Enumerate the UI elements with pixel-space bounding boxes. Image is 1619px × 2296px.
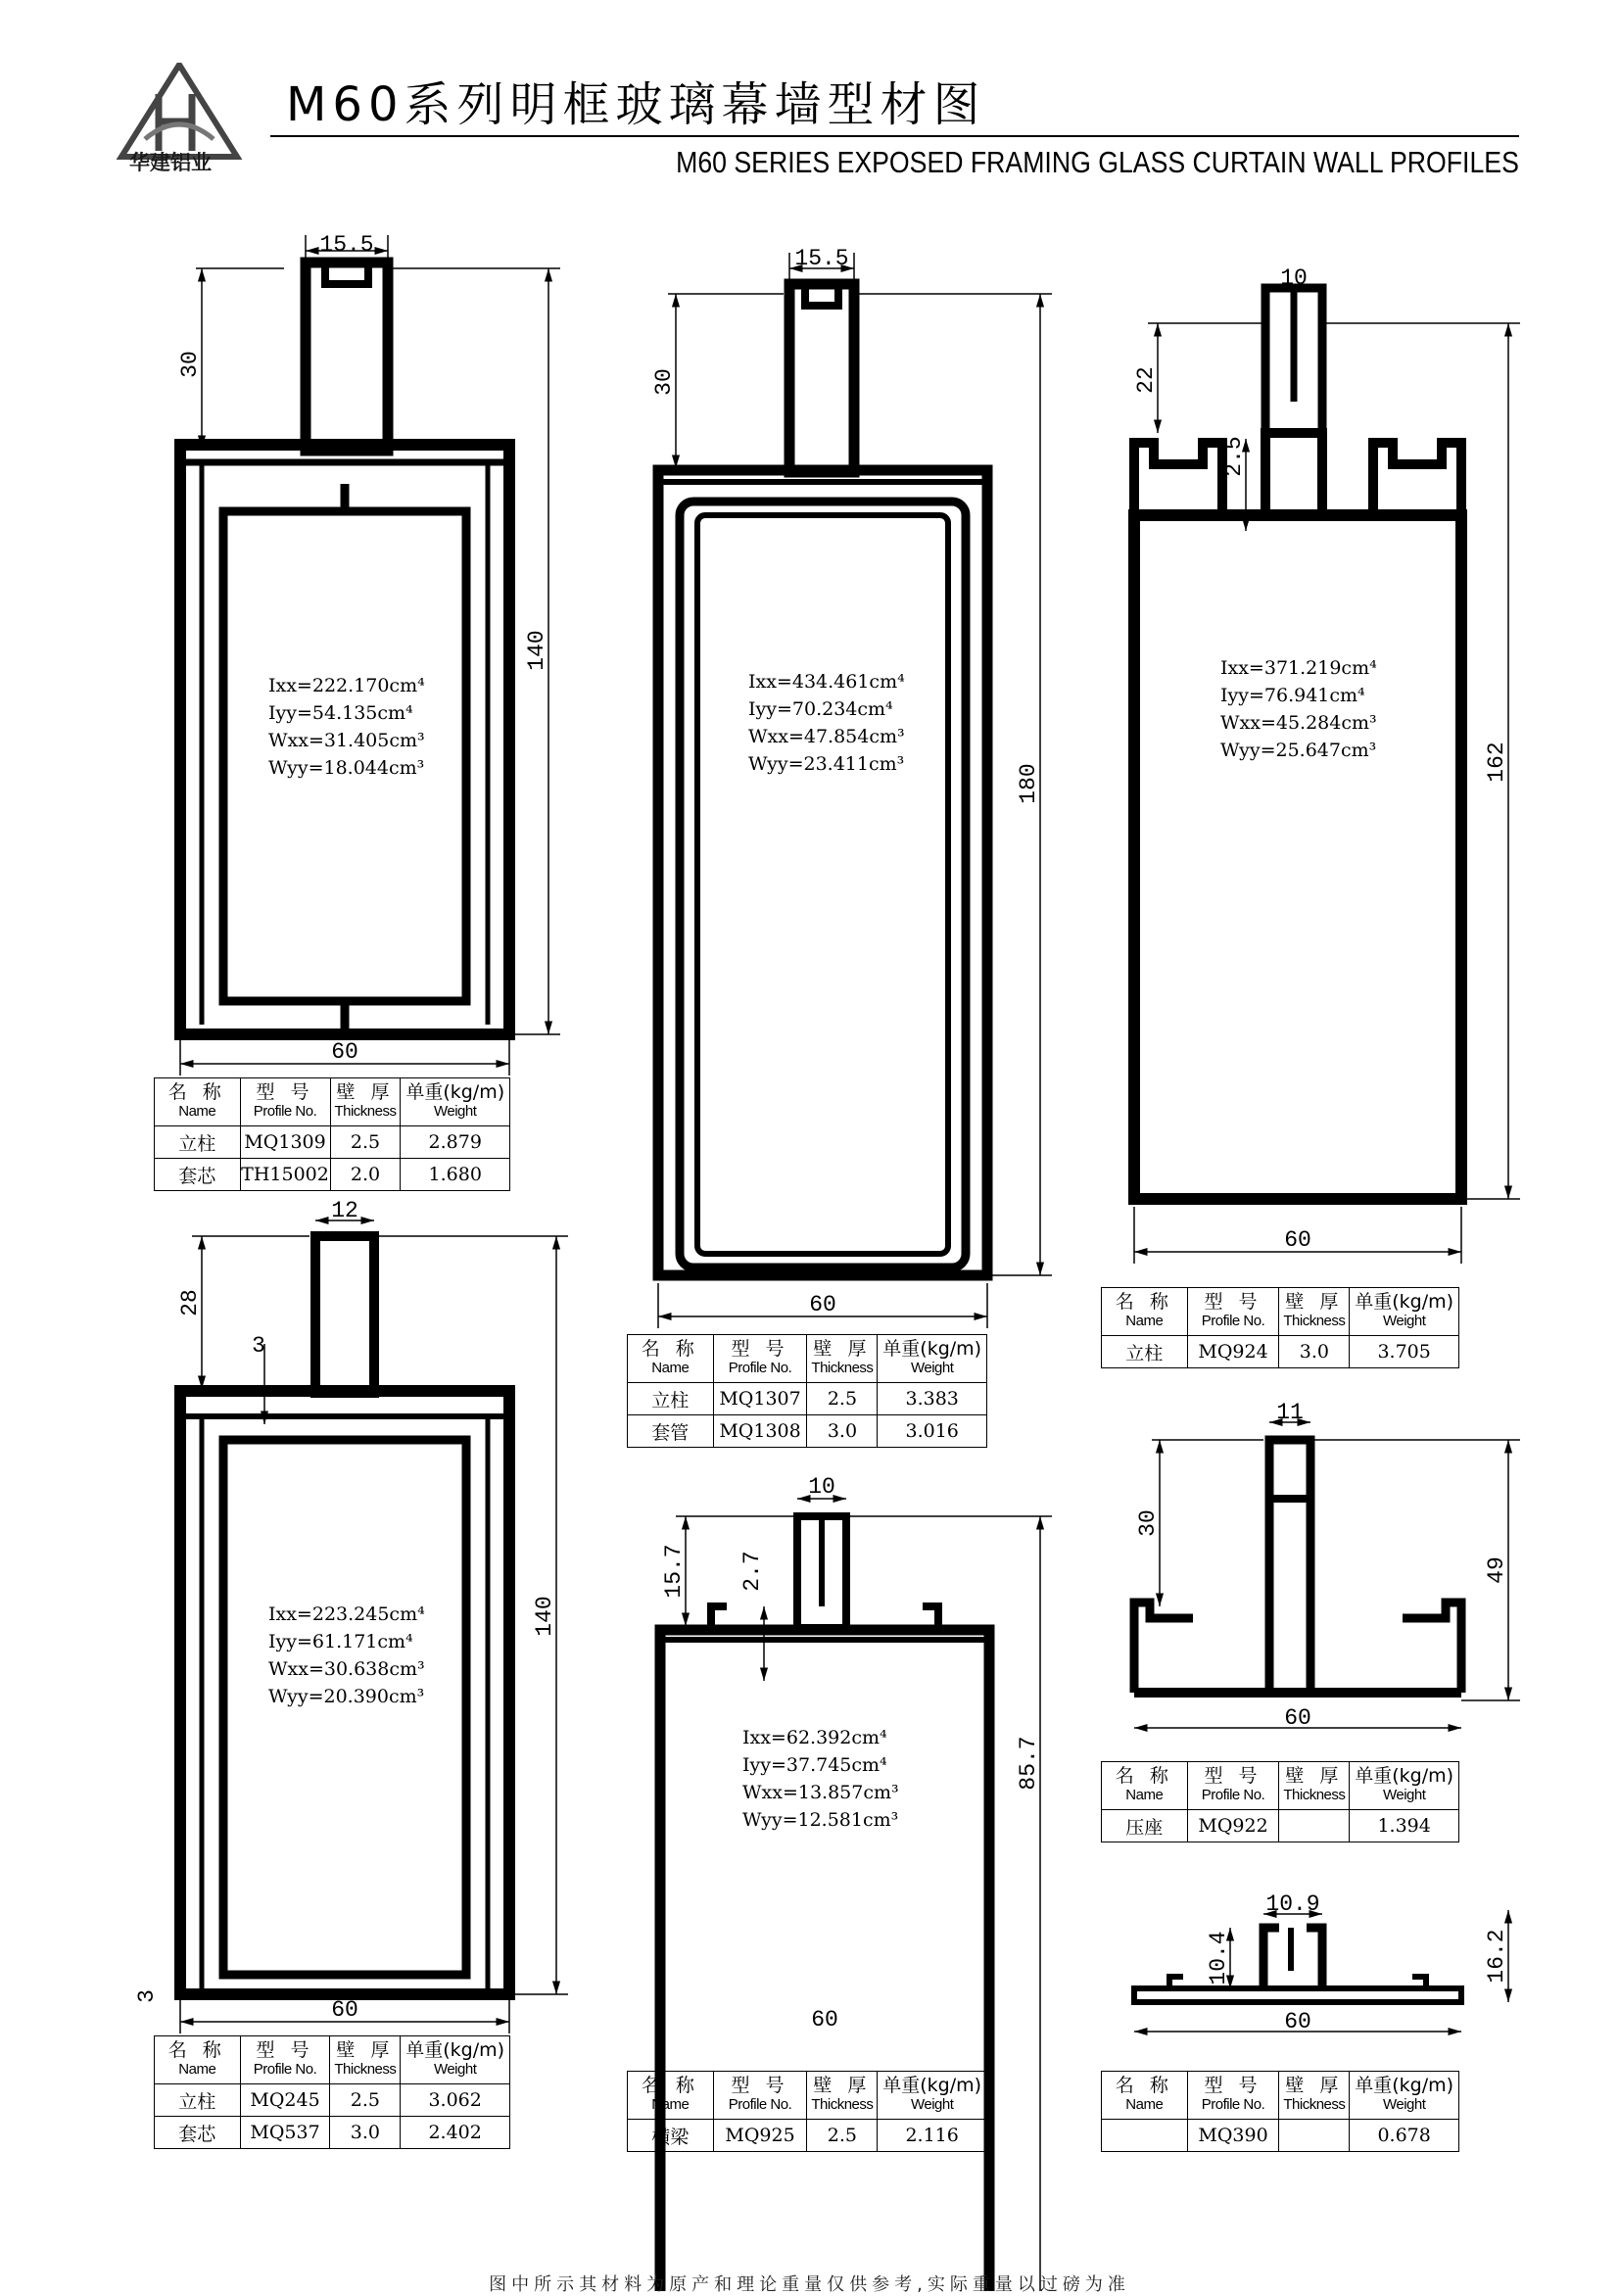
table-row: MQ390 0.678 [1102, 2120, 1459, 2152]
prop-ixx: Ixx=371.219cm⁴ [1220, 657, 1377, 679]
dim-label: 140 [524, 630, 549, 671]
logo-text: 华建铝业 [129, 151, 212, 174]
profile-mq922-drawing [1134, 1440, 1461, 1693]
prop-wyy: Wyy=23.411cm³ [748, 753, 905, 775]
dim-label: 15.5 [794, 246, 849, 271]
prop-iyy: Iyy=76.941cm⁴ [1220, 685, 1365, 706]
dim-label: 49 [1484, 1556, 1509, 1584]
prop-ixx: Ixx=62.392cm⁴ [742, 1727, 887, 1748]
dim-label: 28 [177, 1289, 203, 1316]
dim-label: 30 [651, 368, 677, 396]
prop-wxx: Wxx=13.857cm³ [742, 1782, 899, 1803]
table-row: 立柱 MQ1307 2.5 3.383 [628, 1383, 987, 1415]
profile-mq1309-drawing [180, 263, 509, 1034]
dim-label: 60 [1284, 1705, 1311, 1731]
dim-label: 180 [1016, 763, 1041, 804]
prop-wxx: Wxx=47.854cm³ [748, 726, 905, 747]
dim-label: 15.5 [319, 232, 374, 258]
spec-table: 名 称 Name 型 号 Profile No. 壁 厚 Thickness 单重(kg/m) Weight 立柱 MQ245 2.5 3.062 套芯 MQ537 3.0 2.402 [154, 2035, 510, 2149]
table-row: 立柱 MQ1309 2.5 2.879 [155, 1126, 510, 1159]
prop-wxx: Wxx=30.638cm³ [268, 1658, 425, 1680]
profile-mq390-drawing [1134, 1928, 1461, 2002]
spec-table: 名 称 Name 型 号 Profile No. 壁 厚 Thickness 单重(kg/m) Weight 立柱 MQ924 3.0 3.705 [1101, 1287, 1459, 1368]
dim-label: 60 [811, 2007, 838, 2033]
dim-label: 30 [177, 351, 203, 378]
prop-wxx: Wxx=45.284cm³ [1220, 712, 1377, 734]
profile-mq1307-drawing [658, 284, 987, 1275]
dim-label: 140 [532, 1596, 557, 1637]
table-row: 横梁 MQ925 2.5 2.116 [628, 2120, 987, 2152]
dim-label: 3 [134, 1989, 160, 2003]
spec-table: 名 称 Name 型 号 Profile No. 壁 厚 Thickness 单重(kg/m) Weight 横梁 MQ925 2.5 2.116 [627, 2071, 987, 2152]
dim-label: 12 [331, 1198, 358, 1223]
page-title-en: M60 SERIES EXPOSED FRAMING GLASS CURTAIN WALL PROFILES [676, 145, 1519, 179]
prop-wyy: Wyy=20.390cm³ [268, 1686, 425, 1707]
dim-label: 10 [808, 1474, 835, 1500]
prop-wyy: Wyy=25.647cm³ [1220, 740, 1377, 761]
dim-label: 3 [252, 1333, 265, 1359]
footer-note: 图中所示其材料为原产和理论重量仅供参考,实际重量以过磅为准 [489, 2274, 1130, 2295]
prop-ixx: Ixx=434.461cm⁴ [748, 671, 905, 693]
profile-mq925-drawing [660, 1516, 989, 2291]
dim-label: 60 [1284, 2009, 1311, 2034]
profile-mq1309-dims [180, 235, 560, 1076]
prop-wyy: Wyy=18.044cm³ [268, 757, 425, 779]
dim-label: 60 [331, 1997, 358, 2023]
prop-wyy: Wyy=12.581cm³ [742, 1809, 899, 1831]
dim-label: 60 [1284, 1227, 1311, 1253]
dim-label: 60 [331, 1039, 358, 1065]
section-properties [1220, 654, 1377, 764]
spec-table: 名 称 Name 型 号 Profile No. 壁 厚 Thickness 单重(kg/m) Weight MQ390 0.678 [1101, 2071, 1459, 2152]
table-row: 套芯 MQ537 3.0 2.402 [155, 2117, 510, 2149]
table-row: 立柱 MQ924 3.0 3.705 [1102, 1336, 1459, 1368]
dim-label: 85.7 [1016, 1736, 1041, 1791]
spec-table: 名 称 Name 型 号 Profile No. 壁 厚 Thickness 单重(kg/m) Weight 立柱 MQ1309 2.5 2.879 套芯 TH15002 2.0 1.680 [154, 1077, 510, 1191]
table-row: 套管 MQ1308 3.0 3.016 [628, 1415, 987, 1448]
dim-label: 162 [1484, 741, 1509, 783]
section-properties [748, 668, 905, 778]
dim-label: 11 [1276, 1400, 1304, 1425]
page-title-cn: M60系列明框玻璃幕墙型材图 [286, 77, 986, 132]
dim-label: 10.4 [1206, 1931, 1231, 1985]
table-row: 压座 MQ922 1.394 [1102, 1810, 1459, 1842]
dim-label: 2.7 [739, 1551, 765, 1592]
prop-iyy: Iyy=54.135cm⁴ [268, 702, 413, 724]
section-properties [268, 1601, 425, 1710]
spec-table: 名 称 Name 型 号 Profile No. 壁 厚 Thickness 单重(kg/m) Weight 立柱 MQ1307 2.5 3.383 套管 MQ1308 3.0 3.016 [627, 1334, 987, 1448]
section-properties [268, 672, 425, 782]
dim-label: 10 [1280, 265, 1308, 291]
dim-label: 60 [809, 1292, 836, 1317]
prop-iyy: Iyy=61.171cm⁴ [268, 1631, 413, 1652]
profile-mq925-dims [676, 1499, 1052, 2291]
dim-label: 22 [1133, 366, 1159, 394]
dim-label: 16.2 [1484, 1929, 1509, 1984]
table-row: 套芯 TH15002 2.0 1.680 [155, 1159, 510, 1191]
section-properties [742, 1724, 899, 1834]
dim-label: 30 [1135, 1509, 1161, 1537]
prop-ixx: Ixx=223.245cm⁴ [268, 1603, 425, 1625]
dim-label: 15.7 [661, 1544, 687, 1599]
prop-iyy: Iyy=70.234cm⁴ [748, 698, 893, 720]
dim-label: 10.9 [1265, 1891, 1320, 1917]
table-row: 立柱 MQ245 2.5 3.062 [155, 2084, 510, 2117]
prop-wxx: Wxx=31.405cm³ [268, 730, 425, 751]
prop-ixx: Ixx=222.170cm⁴ [268, 675, 425, 696]
prop-iyy: Iyy=37.745cm⁴ [742, 1754, 887, 1776]
dim-label: 2.5 [1221, 436, 1247, 477]
spec-table: 名 称 Name 型 号 Profile No. 壁 厚 Thickness 单重(kg/m) Weight 压座 MQ922 1.394 [1101, 1761, 1459, 1842]
